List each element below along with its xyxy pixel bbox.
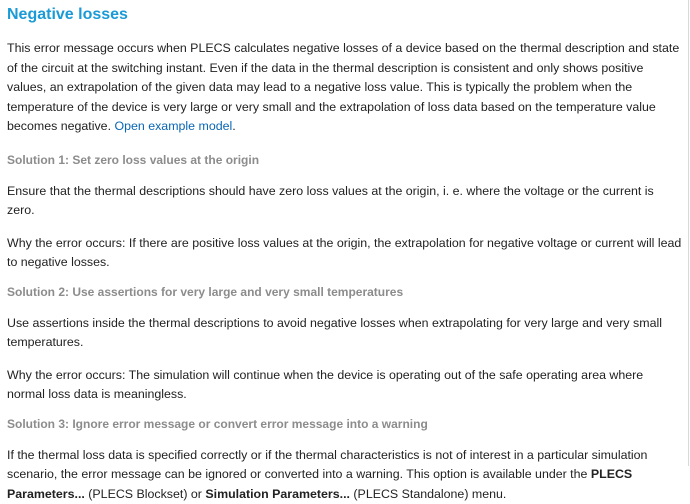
page-title: Negative losses: [7, 0, 683, 25]
intro-text: This error message occurs when PLECS calculates negative losses of a device based on the thermal description and state of the circuit at the switching instant. Even if the data in the thermal description is consistent and only shows positive values, an extrapolation of the given data may lead to a negative loss value. This is typically the problem when the temperature of the device is very large or very small and the extrapolation of loss data based on the temperature value becomes negative.: [7, 41, 679, 133]
plecs-parameters-menu-label: PLECS Parameters...: [7, 467, 632, 501]
solution-1-why: Why the error occurs: If there are positive loss values at the origin, the extrapolation for negative voltage or current will lead to negative losses.: [7, 234, 683, 273]
article: [7, 0, 683, 504]
solution-1-heading: Solution 1: Set zero loss values at the origin: [7, 151, 683, 170]
solution-3-body: [7, 446, 683, 504]
solution-1-body: Ensure that the thermal descriptions should have zero loss values at the origin, i. e. where the voltage or the current is zero.: [7, 182, 683, 221]
simulation-parameters-menu-label: Simulation Parameters...: [205, 487, 350, 501]
open-example-model-link[interactable]: Open example model: [114, 119, 232, 133]
solution-3-body-end: (PLECS Standalone) menu.: [350, 487, 506, 501]
solution-2-body: Use assertions inside the thermal descriptions to avoid negative losses when extrapolating for very large and very small temperatures.: [7, 314, 683, 353]
solution-3-heading: Solution 3: Ignore error message or convert error message into a warning: [7, 415, 683, 434]
solution-3-body-mid: (PLECS Blockset) or: [85, 487, 206, 501]
intro-period: .: [232, 119, 235, 133]
intro-paragraph: [7, 39, 683, 137]
solution-2-why: Why the error occurs: The simulation will continue when the device is operating out of the safe operating area where normal loss data is meaningless.: [7, 366, 683, 405]
solution-3-body-start: If the thermal loss data is specified correctly or if the thermal characteristics is not of interest in a particular simulation scenario, the error message can be ignored or converted into a warning. This option is available under the: [7, 448, 647, 482]
solution-2-heading: Solution 2: Use assertions for very large and very small temperatures: [7, 283, 683, 302]
